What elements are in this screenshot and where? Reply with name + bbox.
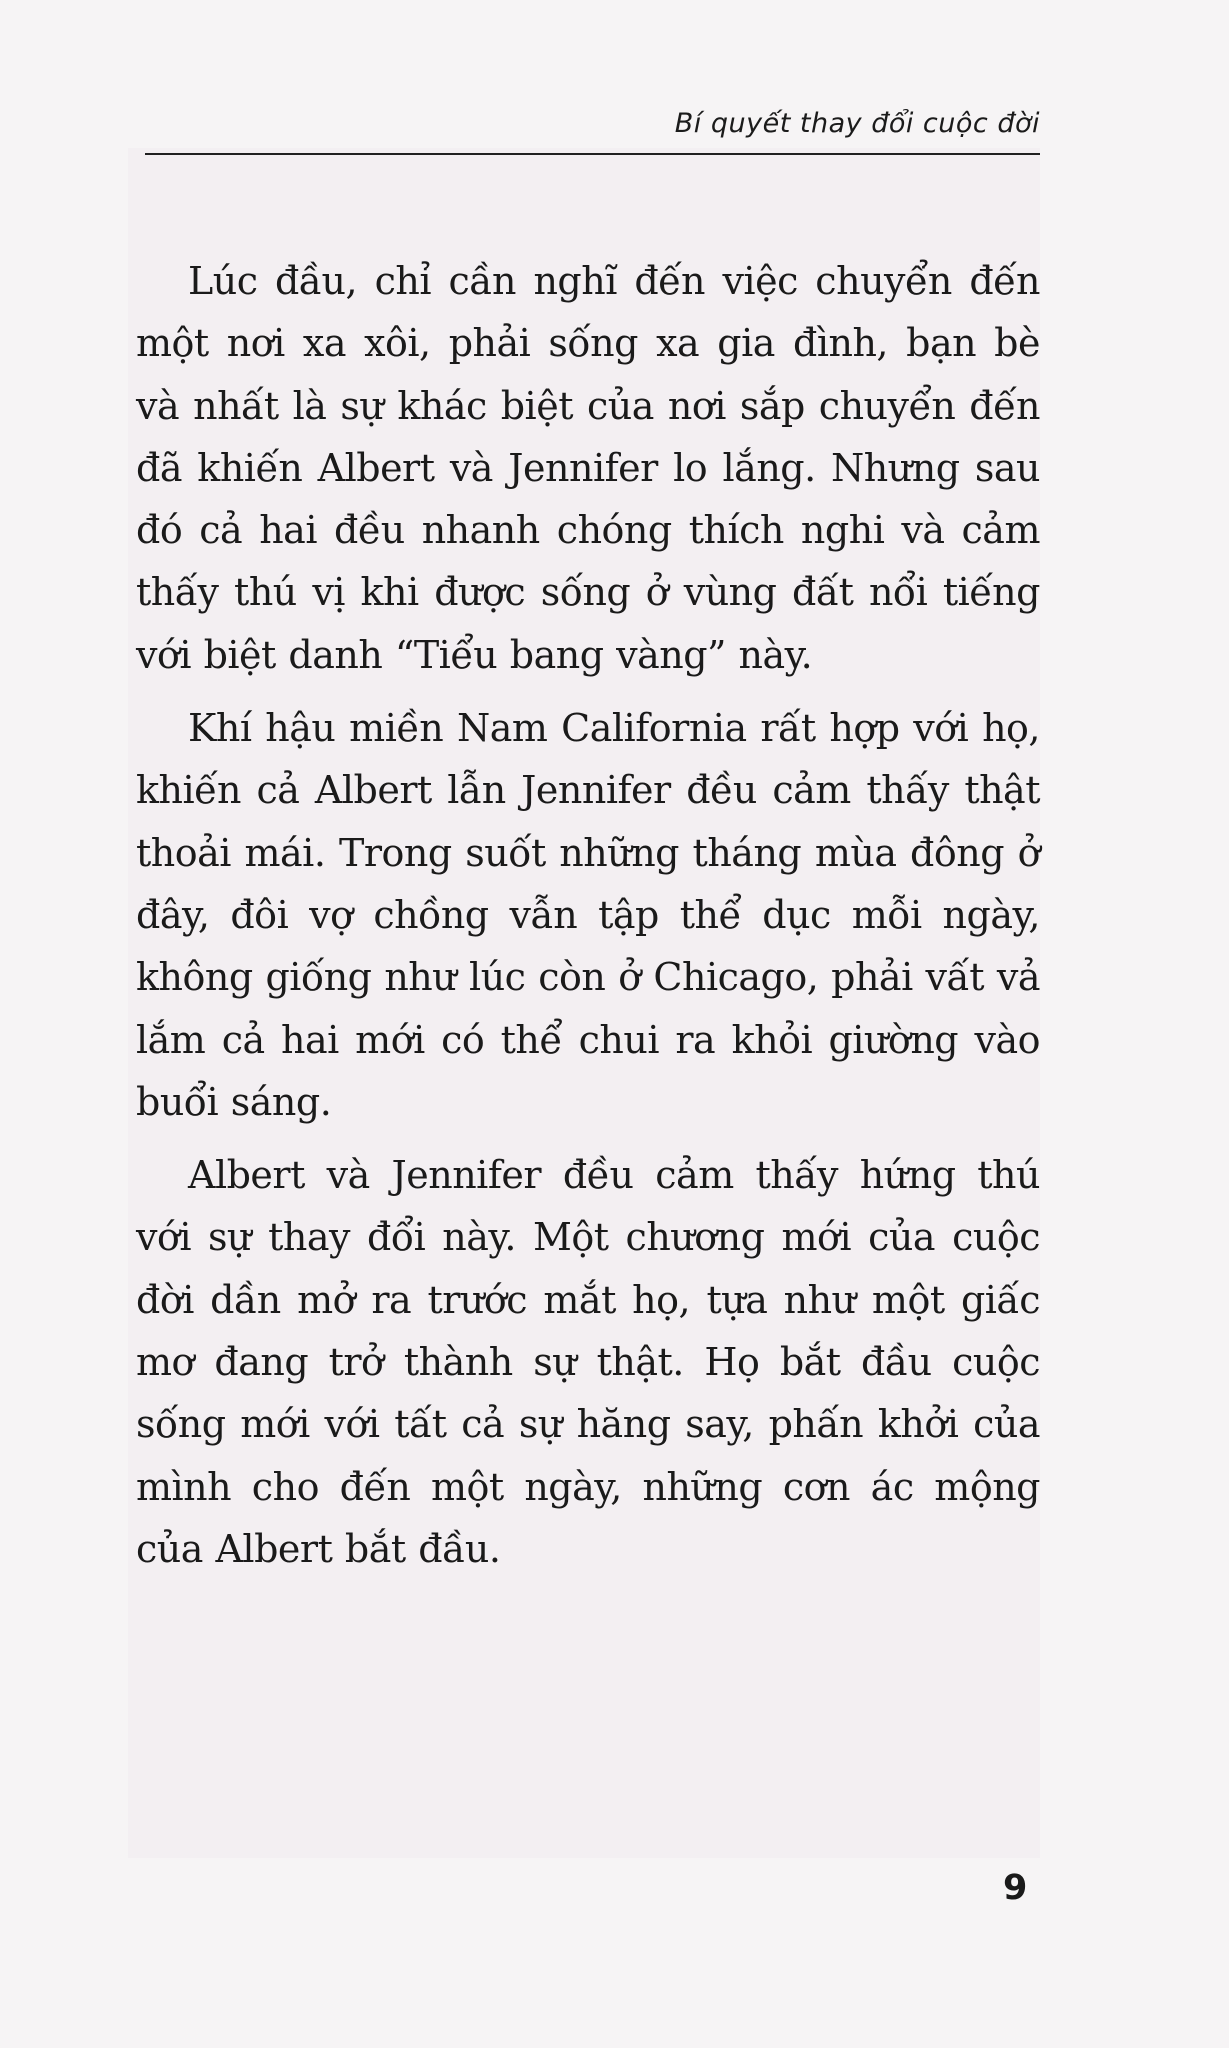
page-number: 9	[1003, 1868, 1028, 1908]
header-rule	[145, 153, 1040, 155]
paragraph-2: Khí hậu miền Nam California rất hợp với họ, khiến cả Albert lẫn Jennifer đều cảm thấy thật thoải mái. Trong suốt những tháng mùa đông ở đây, đôi vợ chồng vẫn tập thể dục mỗi ngày, không giống như lúc còn ở Chicago, phải vất vả lắm cả hai mới có thể chui ra khỏi giường vào buổi sáng.	[136, 706, 1040, 1124]
body-text	[136, 250, 1040, 1591]
paragraph-3: Albert và Jennifer đều cảm thấy hứng thú với sự thay đổi này. Một chương mới của cuộc đời dần mở ra trước mắt họ, tựa như một giấc mơ đang trở thành sự thật. Họ bắt đầu cuộc sống mới với tất cả sự hăng say, phấn khởi của mình cho đến một ngày, những cơn ác mộng của Albert bắt đầu.	[136, 1153, 1040, 1571]
running-header	[145, 108, 1040, 158]
running-header-title: Bí quyết thay đổi cuộc đời	[674, 108, 1040, 139]
paragraph-1: Lúc đầu, chỉ cần nghĩ đến việc chuyển đến một nơi xa xôi, phải sống xa gia đình, bạn bè và nhất là sự khác biệt của nơi sắp chuyển đến đã khiến Albert và Jennifer lo lắng. Nhưng sau đó cả hai đều nhanh chóng thích nghi và cảm thấy thú vị khi được sống ở vùng đất nổi tiếng với biệt danh “Tiểu bang vàng” này.	[136, 259, 1040, 677]
